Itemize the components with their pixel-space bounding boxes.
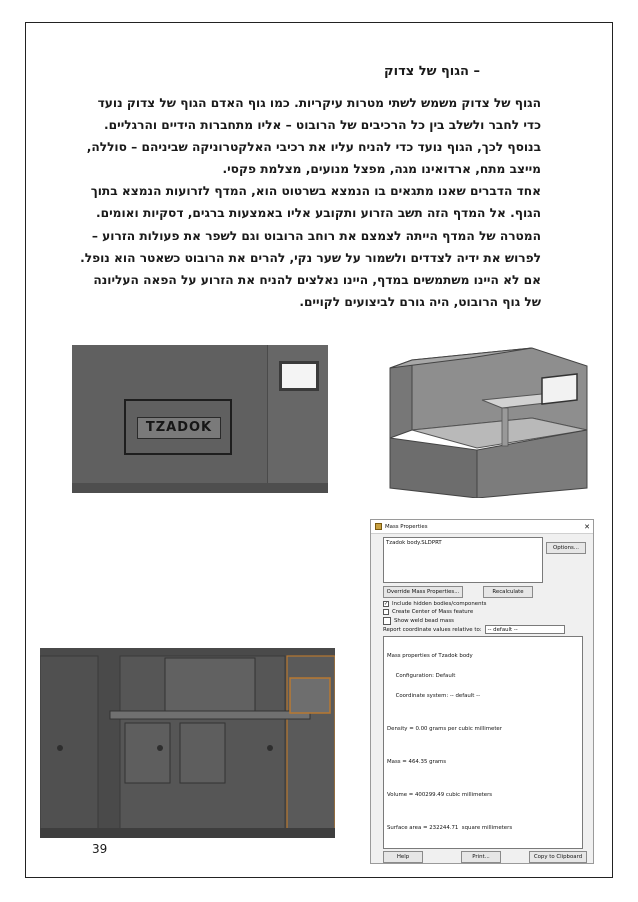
recalculate-button[interactable]: Recalculate bbox=[483, 586, 533, 598]
section-heading: – הגוף של צדוק bbox=[384, 64, 480, 79]
mass-properties-results bbox=[383, 636, 583, 849]
checkbox-box[interactable] bbox=[383, 617, 391, 625]
copy-to-clipboard-button[interactable]: Copy to Clipboard bbox=[529, 851, 587, 863]
print-button[interactable]: Print... bbox=[461, 851, 501, 863]
relative-to-row bbox=[383, 625, 565, 634]
checkbox-label: Create Center of Mass feature bbox=[392, 609, 474, 615]
result-line: Mass properties of Tzadok body bbox=[387, 653, 473, 660]
dialog-title: Mass Properties bbox=[385, 523, 428, 530]
paragraph-line: לפרוש את ידיה לצדדים ולשמור על שער נקי, להרים את הרובוט כשאטר הוא נופל. bbox=[80, 250, 541, 265]
coordinate-system-select[interactable]: -- default -- bbox=[485, 625, 565, 634]
close-icon[interactable]: ✕ bbox=[584, 522, 590, 531]
bolt bbox=[57, 745, 63, 751]
arm-shelf bbox=[110, 711, 310, 719]
mass-properties-dialog bbox=[370, 519, 594, 864]
upper-block bbox=[165, 658, 255, 718]
isometric-view-render bbox=[382, 338, 594, 498]
paragraph-line: המטרה של המדף הייתה לצמצם את רוחב הרובוט וגם לשפר את פעולות הזרוע – bbox=[91, 228, 541, 243]
camera-window bbox=[542, 374, 577, 404]
checkbox-label: Show weld bead mass bbox=[394, 618, 454, 624]
paragraph-line: מייצב מתח, ארדואינו מגה, מפצל מנועים, מצלמת פקסי. bbox=[222, 162, 541, 177]
help-button[interactable]: Help bbox=[383, 851, 423, 863]
lower-block-right bbox=[180, 723, 225, 783]
back-view-render bbox=[40, 648, 335, 838]
bottom-strip bbox=[40, 828, 335, 838]
app-icon bbox=[375, 523, 382, 530]
front-wall bbox=[390, 438, 477, 498]
body-text bbox=[80, 92, 541, 313]
result-line: Mass = 464.35 grams bbox=[387, 758, 447, 765]
bolt bbox=[157, 745, 163, 751]
left-wall bbox=[390, 360, 412, 438]
result-line: Volume = 400299.49 cubic millimeters bbox=[387, 791, 493, 798]
paragraph-line: הגוף של צדוק משמש לשתי מטרות עיקריות. כמו גוף האדם הגוף של צדוק נועד bbox=[97, 96, 541, 110]
paragraph-line: הגוף. אל המדף הזה תשב הזרוע ותקובע אליו באמצעות ברגים, דסקיות ואומים. bbox=[95, 206, 541, 221]
checkbox-box[interactable]: ✓ bbox=[384, 601, 389, 607]
include-hidden-checkbox[interactable] bbox=[383, 601, 486, 607]
paragraph-line: בנוסף לכך, הגוף נועד כדי להניח עליו את רכיבי האלקטרוניקה שביניהם – סוללה, bbox=[86, 140, 541, 155]
isometric-drawing bbox=[382, 338, 594, 498]
weld-and-relative-row bbox=[383, 617, 454, 625]
lower-block-left bbox=[125, 723, 170, 783]
result-line: Coordinate system: -- default -- bbox=[387, 692, 481, 699]
camera-window bbox=[290, 678, 330, 713]
paragraph-line: אם לא היינו משתמשים במדף, היינו נאלצים להניח את הזרוע על הפאה העליונה bbox=[93, 272, 541, 287]
selected-file: Tzadok body.SLDPRT bbox=[386, 540, 442, 546]
paragraph-line: של גוף הרובוט, היה גורם לביצועים לקויים. bbox=[299, 294, 541, 309]
relative-to-label: Report coordinate values relative to: bbox=[383, 626, 482, 633]
checkbox-label: Include hidden bodies/components bbox=[392, 601, 487, 607]
left-panel bbox=[40, 656, 98, 831]
result-line: Density = 0.00 grams per cubic millimeter bbox=[387, 725, 502, 732]
override-mass-properties-button[interactable]: Override Mass Properties... bbox=[383, 586, 463, 598]
result-line: Configuration: Default bbox=[387, 672, 456, 679]
checkbox-box[interactable] bbox=[383, 609, 389, 615]
page-number: 39 bbox=[92, 842, 108, 856]
dialog-titlebar bbox=[371, 520, 593, 534]
options-button[interactable]: Options... bbox=[546, 542, 586, 554]
base-strip bbox=[72, 483, 328, 493]
selected-file-list[interactable] bbox=[383, 537, 543, 583]
shelf-support bbox=[502, 408, 508, 446]
paragraph-line: אחד הדברים שאנו מתגאים בו הנמצא בשרטוט הוא, המדף לזרועות הנמצא בתוך bbox=[90, 184, 541, 199]
result-line: Surface area = 232244.71 square millimeters bbox=[387, 824, 513, 831]
front-view-render bbox=[72, 345, 328, 493]
back-view-drawing bbox=[40, 648, 335, 838]
camera-window bbox=[279, 361, 319, 391]
paragraph-line: כדי לחבר ולשלב בין כל הרכיבים של הרובוט – אליו מתחברות הידיים והרגליים. bbox=[104, 118, 541, 133]
robot-name-plate: TZADOK bbox=[137, 417, 221, 439]
bolt bbox=[267, 745, 273, 751]
create-center-of-mass-checkbox[interactable] bbox=[383, 609, 473, 615]
